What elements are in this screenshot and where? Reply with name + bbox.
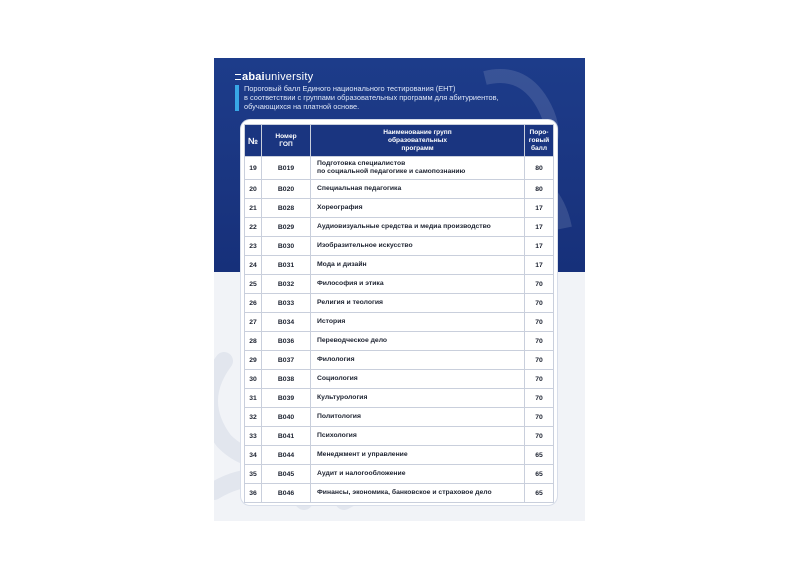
row-name <box>311 294 525 313</box>
row-name <box>311 484 525 503</box>
row-number: 30 <box>245 370 262 389</box>
row-name <box>311 237 525 256</box>
row-name-line: Менеджмент и управление <box>317 451 408 458</box>
table-row <box>245 199 554 218</box>
row-name-line: Переводческое дело <box>317 337 388 344</box>
row-code: B019 <box>262 157 311 180</box>
row-score: 65 <box>525 484 554 503</box>
table-row <box>245 351 554 370</box>
table-body <box>245 157 554 503</box>
header-code-line: ГОП <box>279 140 293 148</box>
row-name-line: Изобразительное искусство <box>317 242 413 249</box>
row-score: 70 <box>525 408 554 427</box>
row-name <box>311 180 525 199</box>
table-row <box>245 370 554 389</box>
row-score: 70 <box>525 275 554 294</box>
university-logo <box>235 71 313 83</box>
row-number: 31 <box>245 389 262 408</box>
row-score: 17 <box>525 256 554 275</box>
row-code: B020 <box>262 180 311 199</box>
row-number: 25 <box>245 275 262 294</box>
row-name <box>311 351 525 370</box>
header-score <box>525 125 554 157</box>
row-name-line: Культурология <box>317 394 368 401</box>
table-row <box>245 427 554 446</box>
row-score: 70 <box>525 370 554 389</box>
header-name-line: образовательных <box>387 136 448 144</box>
row-name <box>311 446 525 465</box>
row-name-line: История <box>317 318 346 325</box>
row-code: B045 <box>262 465 311 484</box>
intro-text <box>244 84 584 111</box>
row-score: 70 <box>525 313 554 332</box>
row-code: B034 <box>262 313 311 332</box>
row-number: 22 <box>245 218 262 237</box>
table-row <box>245 256 554 275</box>
logo-light-text: university <box>264 71 314 83</box>
table-row <box>245 446 554 465</box>
row-score: 80 <box>525 157 554 180</box>
table-row <box>245 294 554 313</box>
row-name-line: Подготовка специалистов <box>317 160 406 167</box>
row-name-line: Социология <box>317 375 358 382</box>
row-name <box>311 408 525 427</box>
row-number: 26 <box>245 294 262 313</box>
row-name-line: Финансы, экономика, банковское и страховое дело <box>317 489 492 496</box>
table-header-row <box>245 125 554 157</box>
row-name <box>311 256 525 275</box>
row-code: B033 <box>262 294 311 313</box>
row-name <box>311 275 525 294</box>
row-score: 80 <box>525 180 554 199</box>
row-code: B046 <box>262 484 311 503</box>
row-score: 17 <box>525 199 554 218</box>
row-number: 29 <box>245 351 262 370</box>
row-name-line: Специальная педагогика <box>317 185 402 192</box>
header-name-line: программ <box>401 144 434 152</box>
row-name-line: Психология <box>317 432 357 439</box>
row-number: 35 <box>245 465 262 484</box>
row-name-line: Религия и теология <box>317 299 384 306</box>
table-row <box>245 408 554 427</box>
header-score-line: Поро- <box>529 128 549 136</box>
row-number: 27 <box>245 313 262 332</box>
intro-line: обучающихся на платной основе. <box>244 102 360 111</box>
row-code: B030 <box>262 237 311 256</box>
table-card <box>241 120 557 505</box>
intro-line: Пороговый балл Единого национального тестирования (ЕНТ) <box>244 84 456 93</box>
row-code: B044 <box>262 446 311 465</box>
table-row <box>245 237 554 256</box>
threshold-score-table <box>244 124 554 503</box>
row-score: 70 <box>525 294 554 313</box>
row-number: 21 <box>245 199 262 218</box>
row-name <box>311 332 525 351</box>
row-code: B032 <box>262 275 311 294</box>
row-code: B039 <box>262 389 311 408</box>
poster <box>214 58 585 521</box>
header-name-line: Наименование групп <box>383 128 452 136</box>
row-score: 70 <box>525 351 554 370</box>
row-name <box>311 199 525 218</box>
row-name-line: Хореография <box>317 204 363 211</box>
row-score: 70 <box>525 332 554 351</box>
row-name-line: Мода и дизайн <box>317 261 367 268</box>
row-score: 65 <box>525 446 554 465</box>
row-name <box>311 157 525 180</box>
table-row <box>245 332 554 351</box>
row-number: 23 <box>245 237 262 256</box>
row-name-line: Аудит и налогообложение <box>317 470 406 477</box>
table-row <box>245 465 554 484</box>
row-name <box>311 389 525 408</box>
row-number: 36 <box>245 484 262 503</box>
header-number: № <box>245 125 262 157</box>
row-code: B040 <box>262 408 311 427</box>
table-row <box>245 180 554 199</box>
row-name-line: Аудиовизуальные средства и медиа производство <box>317 223 491 230</box>
row-name-line: Философия и этика <box>317 280 384 287</box>
row-score: 17 <box>525 237 554 256</box>
row-number: 20 <box>245 180 262 199</box>
row-score: 17 <box>525 218 554 237</box>
row-code: B036 <box>262 332 311 351</box>
row-score: 70 <box>525 427 554 446</box>
row-name <box>311 313 525 332</box>
header-code <box>262 125 311 157</box>
table-row <box>245 157 554 180</box>
row-score: 65 <box>525 465 554 484</box>
table-row <box>245 275 554 294</box>
accent-bar <box>235 85 239 111</box>
table-row <box>245 389 554 408</box>
row-score: 70 <box>525 389 554 408</box>
row-number: 19 <box>245 157 262 180</box>
row-name-line: по социальной педагогике и самопознанию <box>317 168 466 175</box>
row-number: 28 <box>245 332 262 351</box>
header-score-line: говый <box>528 136 550 144</box>
row-name <box>311 370 525 389</box>
row-code: B031 <box>262 256 311 275</box>
row-code: B029 <box>262 218 311 237</box>
logo-bold-text: abai <box>242 71 265 83</box>
row-code: B041 <box>262 427 311 446</box>
row-code: B038 <box>262 370 311 389</box>
row-number: 24 <box>245 256 262 275</box>
header-code-line: Номер <box>275 132 297 140</box>
header-name <box>311 125 525 157</box>
table-row <box>245 218 554 237</box>
table-row <box>245 313 554 332</box>
row-number: 34 <box>245 446 262 465</box>
header-score-line: балл <box>530 144 548 152</box>
row-number: 33 <box>245 427 262 446</box>
intro-line: в соответствии с группами образовательных программ для абитуриентов, <box>244 93 499 102</box>
row-number: 32 <box>245 408 262 427</box>
row-name-line: Филология <box>317 356 355 363</box>
row-name <box>311 427 525 446</box>
row-code: B028 <box>262 199 311 218</box>
row-name <box>311 465 525 484</box>
row-name <box>311 218 525 237</box>
logo-mark-icon <box>235 74 241 80</box>
row-code: B037 <box>262 351 311 370</box>
row-name-line: Политология <box>317 413 361 420</box>
table-row <box>245 484 554 503</box>
